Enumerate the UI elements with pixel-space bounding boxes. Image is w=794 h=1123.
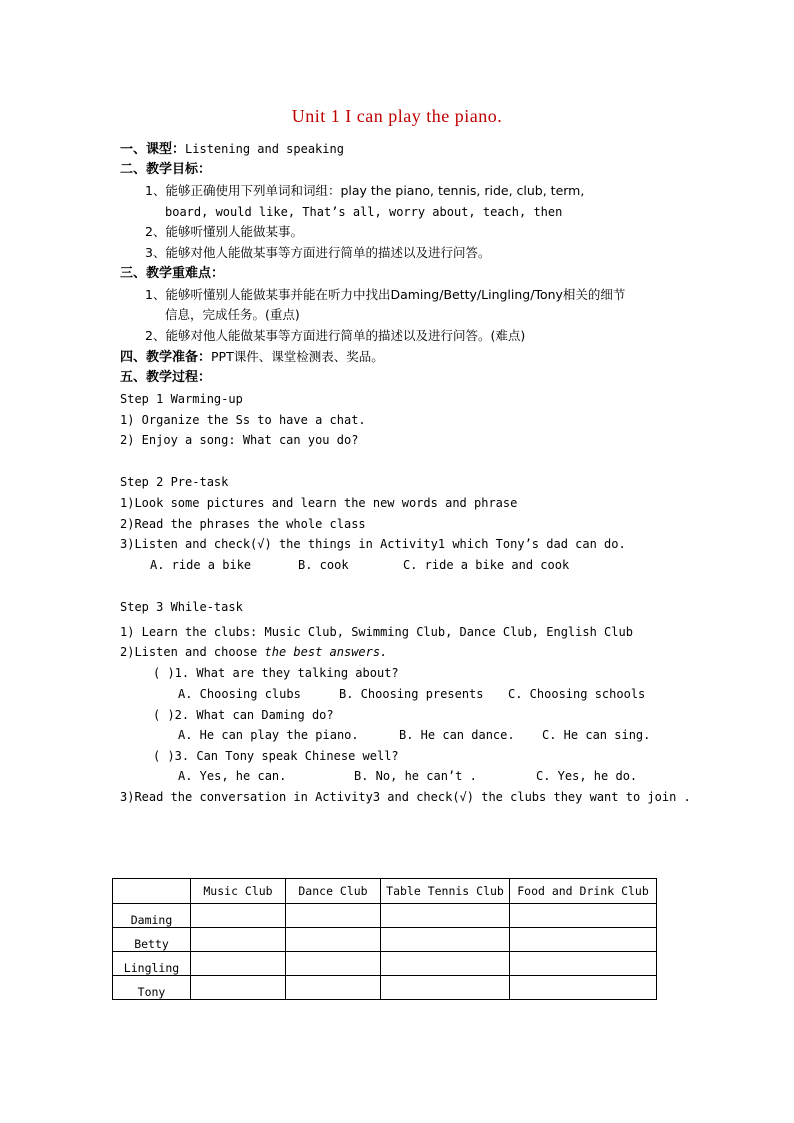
- lesson-type-value: Listening and speaking: [185, 142, 344, 156]
- table-row-label: Lingling: [113, 952, 191, 976]
- table-header-cell: Dance Club: [286, 879, 381, 904]
- table-row: [113, 952, 657, 976]
- page-title: Unit 1 I can play the piano.: [291, 106, 503, 126]
- question-2-options: [178, 727, 650, 743]
- question-1-option-c: C. Choosing schools: [508, 687, 646, 701]
- table-cell[interactable]: [286, 976, 381, 1000]
- question-3-option-c: C. Yes, he do.: [536, 769, 638, 783]
- question-2-option-c: C. He can sing.: [542, 728, 651, 742]
- table-cell[interactable]: [286, 904, 381, 928]
- step2-line-3: 3)Listen and check(√) the things in Activity1 which Tony’s dad can do.: [120, 537, 626, 551]
- table-cell[interactable]: [191, 904, 286, 928]
- objective-1-line-1: 1、能够正确使用下列单词和词组：play the piano, tennis, ride, club, term,: [145, 183, 585, 198]
- table-cell[interactable]: [510, 928, 657, 952]
- table-cell[interactable]: [381, 928, 510, 952]
- question-2: ( )2. What can Daming do?: [153, 708, 334, 722]
- table-cell[interactable]: [381, 952, 510, 976]
- table-cell[interactable]: [191, 928, 286, 952]
- table-cell[interactable]: [381, 976, 510, 1000]
- table-cell[interactable]: [286, 952, 381, 976]
- step2-option-a: A. ride a bike: [150, 558, 252, 572]
- question-1-option-b: B. Choosing presents: [339, 687, 484, 701]
- table-header-cell: [113, 879, 191, 904]
- lesson-type-label: 一、课型：: [120, 142, 186, 157]
- step3-line-1: 1) Learn the clubs: Music Club, Swimming Club, Dance Club, English Club: [120, 625, 633, 639]
- table-row: [113, 904, 657, 928]
- table-cell[interactable]: [191, 952, 286, 976]
- table-cell[interactable]: [510, 952, 657, 976]
- table-header-cell: Music Club: [191, 879, 286, 904]
- question-3-option-b: B. No, he can’t .: [354, 769, 477, 783]
- step1-heading: Step 1 Warming-up: [120, 392, 243, 406]
- step2-line-2: 2)Read the phrases the whole class: [120, 517, 366, 531]
- process-heading: 五、教学过程：: [120, 370, 212, 385]
- table-row-label: Daming: [113, 904, 191, 928]
- table-cell[interactable]: [286, 928, 381, 952]
- lesson-type-line: [120, 141, 344, 158]
- step2-option-c: C. ride a bike and cook: [403, 558, 570, 572]
- preparation-value: PPT课件、课堂检测表、奖品。: [211, 349, 384, 364]
- key-point-1-line-2: 信息，完成任务。(重点): [165, 307, 300, 322]
- preparation-line: [120, 349, 384, 366]
- preparation-label: 四、教学准备：: [120, 350, 212, 365]
- question-1-options: [178, 686, 645, 702]
- table-row: [113, 976, 657, 1000]
- key-points-heading: 三、教学重难点：: [120, 266, 225, 281]
- key-point-2: 2、能够对他人能做某事等方面进行简单的描述以及进行问答。(难点): [145, 328, 526, 343]
- table-cell[interactable]: [191, 976, 286, 1000]
- step3-line-2-text: 2)Listen and choose: [120, 645, 265, 659]
- step2-options: [150, 557, 569, 573]
- step2-line-1: 1)Look some pictures and learn the new words and phrase: [120, 496, 518, 510]
- question-2-option-b: B. He can dance.: [399, 728, 515, 742]
- table-row-label: Betty: [113, 928, 191, 952]
- step3-line-2: [120, 644, 387, 660]
- table-row: [113, 928, 657, 952]
- question-2-option-a: A. He can play the piano.: [178, 728, 359, 742]
- table-header-cell: Food and Drink Club: [510, 879, 657, 904]
- question-3-option-a: A. Yes, he can.: [178, 769, 287, 783]
- objectives-heading: 二、教学目标：: [120, 162, 212, 177]
- step3-line-2-italic: the best answers.: [264, 645, 388, 659]
- step3-heading: Step 3 While-task: [120, 600, 243, 614]
- objective-1-line-2: board, would like, That’s all, worry about, teach, then: [165, 205, 563, 219]
- question-1: ( )1. What are they talking about?: [153, 666, 399, 680]
- table-header-cell: Table Tennis Club: [381, 879, 510, 904]
- table-header-row: [113, 879, 657, 904]
- objective-3: 3、能够对他人能做某事等方面进行简单的描述以及进行问答。: [145, 245, 491, 260]
- table-cell[interactable]: [381, 904, 510, 928]
- question-1-option-a: A. Choosing clubs: [178, 687, 301, 701]
- key-point-1-line-1: 1、能够听懂别人能做某事并能在听力中找出Daming/Betty/Lingling/Tony相关的细节: [145, 287, 626, 302]
- table-row-label: Tony: [113, 976, 191, 1000]
- step1-line-2: 2) Enjoy a song: What can you do?: [120, 433, 359, 447]
- table-cell[interactable]: [510, 904, 657, 928]
- step3-line-3: 3)Read the conversation in Activity3 and check(√) the clubs they want to join .: [120, 790, 691, 804]
- question-3-options: [178, 768, 637, 784]
- table-cell[interactable]: [510, 976, 657, 1000]
- step2-option-b: B. cook: [298, 558, 349, 572]
- clubs-check-table: [112, 878, 657, 1000]
- step1-line-1: 1) Organize the Ss to have a chat.: [120, 413, 366, 427]
- objective-2: 2、能够听懂别人能做某事。: [145, 224, 303, 239]
- step2-heading: Step 2 Pre-task: [120, 475, 229, 489]
- question-3: ( )3. Can Tony speak Chinese well?: [153, 749, 399, 763]
